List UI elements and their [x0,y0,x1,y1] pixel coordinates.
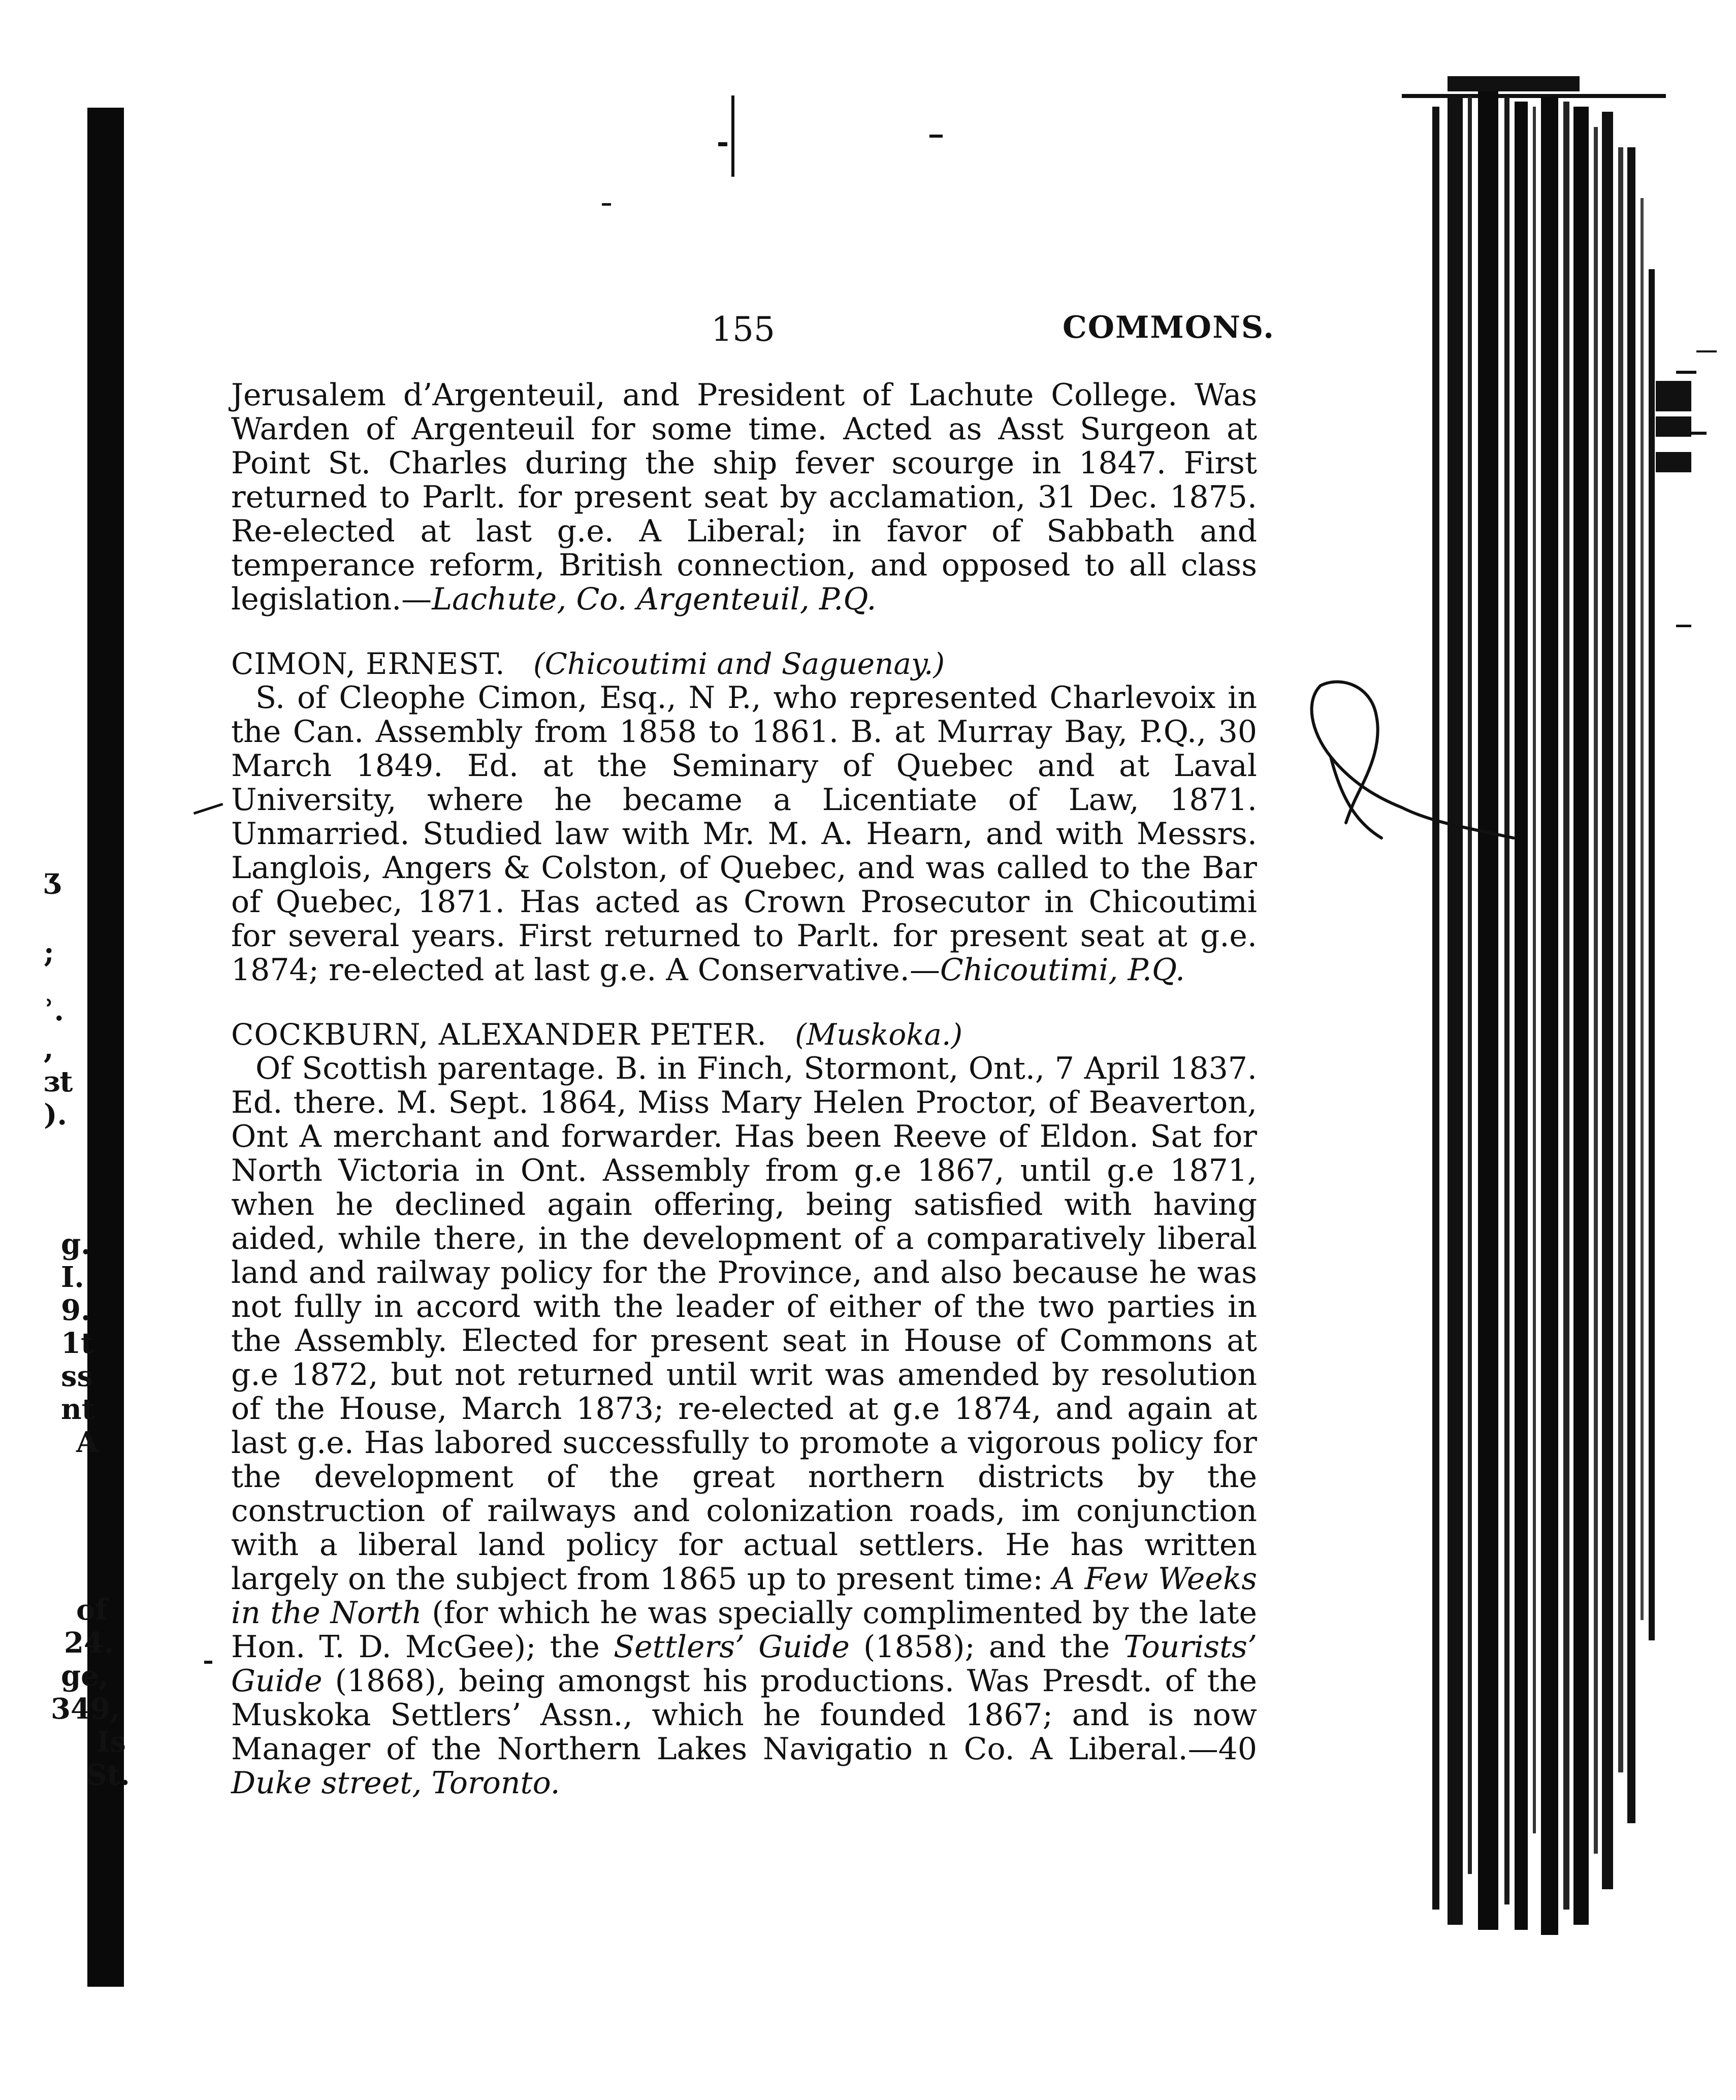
continuation-text: Jerusalem d’Argenteuil, and President of Lachute College. Was Warden of Argenteuil for some time. Acted as Asst Surgeon at Point St. Charles during the ship fever scourge in 1847. First returned to Parlt. for present seat by acclamation, 31 Dec. 1875. Re-elected at last g.e. A Liberal; in favor of Sabbath and temperance reform, British connection, and opposed to all class legislation.— [231,377,1257,617]
margin-fragment: of [76,1593,108,1627]
margin-fragment: A [76,1426,99,1459]
margin-fragment: 1t [61,1327,94,1360]
margin-fragment: 9. [61,1294,91,1327]
work-title: Settlers’ Guide [614,1629,850,1665]
ink-scribble [1300,670,1554,884]
entry-body-text: (1868), being amongst his productions. Was Presdt. of the Muskoka Settlers’ Assn., which he founded 1867; and is now Manager of the Northern Lakes Navigatio n Co. A Liberal.—40 [231,1663,1257,1767]
continuation-place: Lachute, Co. Argenteuil, P.Q. [432,581,877,617]
entry-body-text: Of Scottish parentage. B. in Finch, Stormont, Ont., 7 April 1837. Ed. there. M. Sept. 1864, Miss Mary Helen Proctor, of Beaverton, Ont A merchant and forwarder. Has been Reeve of Eldon. Sat for North Victoria in Ont. Assembly from g.e 1867, until g.e 1871, when he declined again offering, being satisfied with having aided, while there, in the development of a comparatively liberal land and railway policy for the Province, and also because he was not fully in accord with the leader of either of the two parties in the Assembly. Elected for present seat in House of Commons at g.e 1872, but not returned until writ was amended by resolution of the House, March 1873; re-elected at g.e 1874, and again at last g.e. Has labored successfully to promote a vigorous policy for the development of the great northern districts by the construction of railways and colonization roads, im conjunction with a liberal land policy for actual settlers. He has written largely on the subject from 1865 up to present time: [231,1051,1257,1597]
continuation-paragraph [231,378,1257,617]
entry-constituency: (Chicoutimi and Saguenay.) [533,647,945,681]
scan-speck [194,803,223,815]
margin-fragment: 349, [51,1692,120,1726]
entry-body [231,1052,1257,1800]
margin-fragment: ; [44,935,54,969]
margin-fragment: ss [61,1360,93,1393]
entry-cimon [231,647,1257,987]
entry-cockburn [231,1018,1257,1800]
margin-fragment: ʒ [44,862,60,895]
entry-name: COCKBURN, ALEXANDER PETER. [231,1017,767,1052]
scan-speck [718,142,727,146]
scan-speck [731,95,734,177]
entry-place: Duke street, Toronto. [231,1765,560,1801]
work-note: (for which he was specially complimented by the late Hon. T. D. McGee); the [231,1595,1257,1665]
entry-heading [231,647,1257,681]
margin-fragment: I. [61,1261,84,1294]
page-edge-stripes [1371,66,1736,1945]
entry-place: Chicoutimi, P.Q. [940,952,1185,988]
margin-fragment: ge, [61,1659,109,1693]
margin-fragment: Is [97,1725,126,1759]
entry-body-text: S. of Cleophe Cimon, Esq., N P., who represented Charlevoix in the Can. Assembly from 1858 to 1861. B. at Murray Bay, P.Q., 30 March 1849. Ed. at the Seminary of Quebec and at Laval University, where he became a Licentiate of Law, 1871. Unmarried. Studied law with Mr. M. A. Hearn, and with Messrs. Langlois, Angers & Colston, of Quebec, and was called to the Bar of Quebec, 1871. Has acted as Crown Prosecutor in Chicoutimi for several years. First returned to Parlt. for present seat at g.e. 1874; re-elected at last g.e. A Conservative.— [231,680,1257,988]
margin-fragment: g. [61,1227,91,1261]
page-number: 155 [711,310,775,349]
scan-speck [204,1661,212,1664]
work-title: Tourists’ Guide [231,1629,1258,1699]
entry-heading [231,1018,1257,1052]
entry-body [231,681,1257,987]
section-title: COMMONS. [1062,310,1275,345]
scan-speck [602,203,611,206]
work-note: (1858); and the [863,1629,1110,1665]
work-title: A Few Weeks in the North [231,1561,1257,1631]
margin-fragment: 24. [64,1626,114,1660]
margin-fragment: St. [86,1758,130,1792]
margin-fragment: ʾ. [44,994,65,1027]
margin-fragment: , [44,1032,54,1065]
running-head [234,310,1275,356]
text-column [231,378,1257,1800]
entry-constituency: (Muskoka.) [795,1017,963,1052]
margin-fragment: ɜt [44,1065,73,1099]
margin-fragment: ). [44,1098,67,1132]
entry-name: CIMON, ERNEST. [231,647,505,681]
scan-speck [929,135,943,138]
margin-fragment: nt [61,1393,95,1426]
